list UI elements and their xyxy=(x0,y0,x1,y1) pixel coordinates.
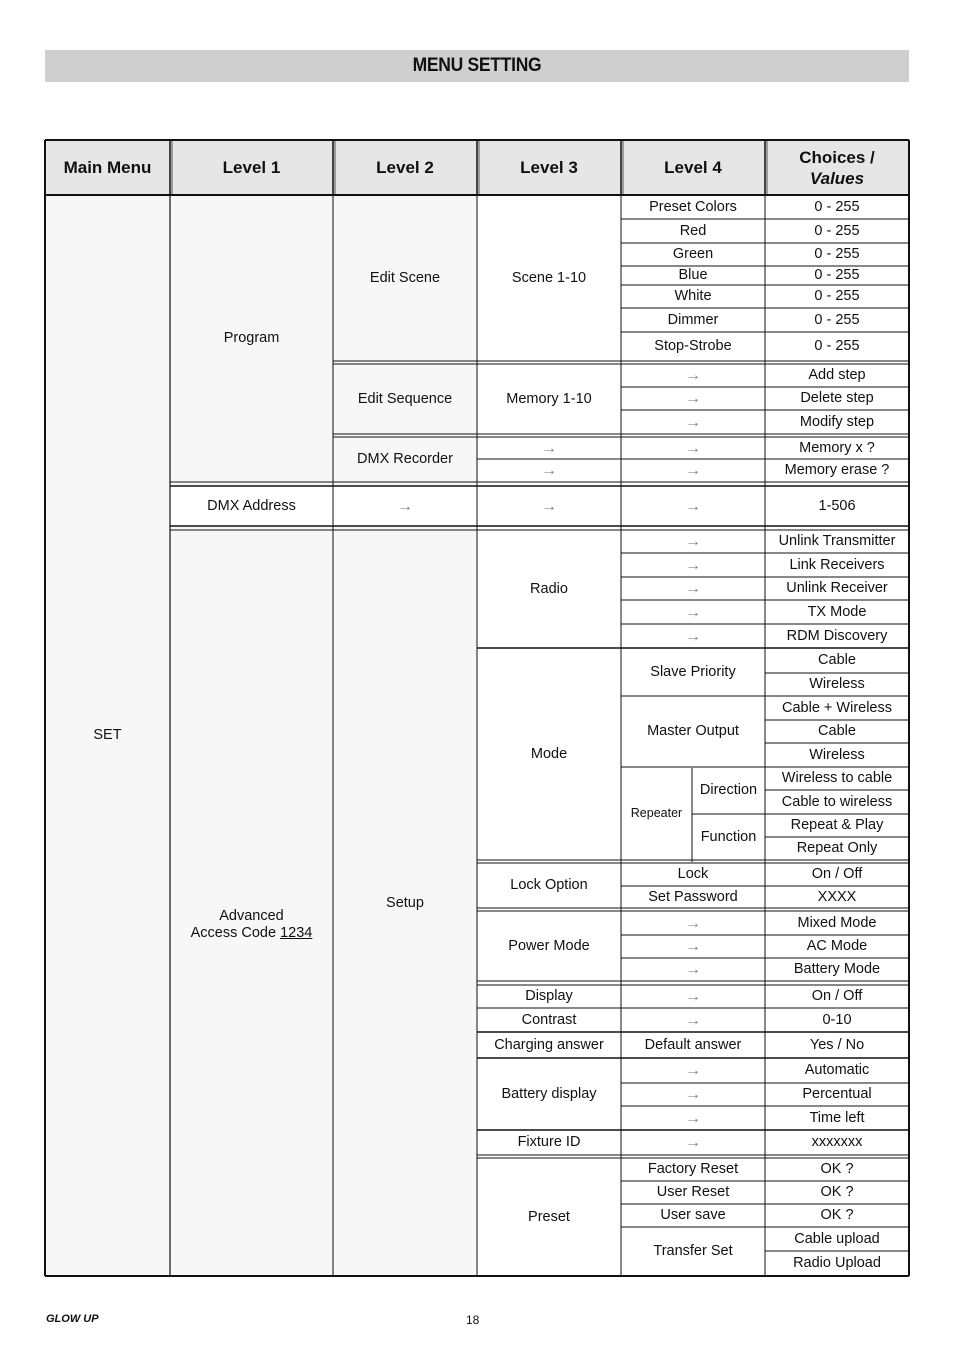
choice-range: 0 - 255 xyxy=(814,338,860,354)
arrow-icon: → xyxy=(541,497,557,515)
choice-ok: OK ? xyxy=(820,1207,854,1223)
choice-link-receivers: Link Receivers xyxy=(789,556,885,573)
choice-memory-erase: Memory erase ? xyxy=(784,462,890,478)
choice-ok: OK ? xyxy=(820,1184,854,1200)
level4-dimmer: Dimmer xyxy=(667,311,719,328)
header-values-label: Values xyxy=(809,168,865,188)
arrow-icon: → xyxy=(685,961,701,978)
choice-memory-x: Memory x ? xyxy=(799,439,875,456)
level4-direction: Direction xyxy=(699,782,758,798)
header-main-menu: Main Menu xyxy=(63,158,152,177)
choice-yes-no: Yes / No xyxy=(809,1036,865,1053)
arrow-icon: → xyxy=(685,556,701,574)
choice-password: XXXX xyxy=(817,888,857,905)
arrow-icon: → xyxy=(685,1109,701,1127)
arrow-icon: → xyxy=(685,914,701,932)
level2-setup: Setup xyxy=(386,894,424,911)
choice-repeat-play: Repeat & Play xyxy=(790,817,884,833)
choice-automatic: Automatic xyxy=(804,1062,870,1078)
main-menu-set: SET xyxy=(93,727,122,743)
arrow-icon: → xyxy=(685,439,701,457)
level4-slave-priority: Slave Priority xyxy=(650,663,736,680)
advanced-label: Advanced xyxy=(219,908,284,924)
level1-advanced xyxy=(170,530,333,1276)
choice-range: 0 - 255 xyxy=(814,288,860,304)
level4-set-password: Set Password xyxy=(648,888,738,905)
arrow-icon: → xyxy=(685,1062,701,1079)
choice-fixture-id-value: xxxxxxx xyxy=(811,1134,863,1150)
choice-wireless: Wireless xyxy=(809,746,865,763)
level4-repeater: Repeater xyxy=(630,806,683,820)
choice-ac-mode: AC Mode xyxy=(806,938,868,954)
page-number: 18 xyxy=(466,1313,480,1327)
choice-delete-step: Delete step xyxy=(800,390,874,406)
choice-wireless: Wireless xyxy=(809,676,865,692)
choice-cable-to-wireless: Cable to wireless xyxy=(781,793,893,810)
choice-on-off: On / Off xyxy=(811,866,863,882)
header-level-4: Level 4 xyxy=(664,158,722,177)
choice-range: 0 - 255 xyxy=(814,267,860,283)
level4-white: White xyxy=(674,288,712,304)
arrow-icon: → xyxy=(541,439,557,457)
level4-factory-reset: Factory Reset xyxy=(647,1161,739,1177)
choice-modify-step: Modify step xyxy=(799,413,875,430)
access-code-value: 1234 xyxy=(280,925,313,941)
arrow-icon: → xyxy=(685,390,701,407)
level3-memory: Memory 1-10 xyxy=(506,390,592,407)
level4-transfer-set: Transfer Set xyxy=(653,1243,733,1259)
level3-charging-answer: Charging answer xyxy=(494,1036,604,1053)
level3-power-mode: Power Mode xyxy=(508,937,590,954)
level4-blue: Blue xyxy=(678,267,708,283)
level3-fixture-id: Fixture ID xyxy=(517,1134,581,1150)
arrow-icon: → xyxy=(397,497,413,515)
choice-unlink-transmitter: Unlink Transmitter xyxy=(778,533,896,549)
header-level-3: Level 3 xyxy=(520,158,578,177)
choice-range: 0 - 255 xyxy=(814,311,860,328)
choice-unlink-receiver: Unlink Receiver xyxy=(786,580,888,596)
level4-default-answer: Default answer xyxy=(644,1036,742,1053)
arrow-icon: → xyxy=(685,413,701,431)
arrow-icon: → xyxy=(685,938,701,955)
level4-user-reset: User Reset xyxy=(656,1184,730,1200)
choice-cable: Cable xyxy=(818,723,856,739)
arrow-icon: → xyxy=(685,1086,701,1103)
arrow-icon: → xyxy=(685,1011,701,1029)
level1-dmx-address: DMX Address xyxy=(207,497,296,514)
choice-on-off: On / Off xyxy=(811,988,863,1004)
access-code-line xyxy=(191,925,313,942)
level4-preset-colors: Preset Colors xyxy=(649,198,737,215)
level3-display: Display xyxy=(525,988,573,1004)
level2-dmx-recorder: DMX Recorder xyxy=(357,451,453,467)
arrow-icon: → xyxy=(685,580,701,597)
level4-user-save: User save xyxy=(660,1207,726,1223)
choice-time-left: Time left xyxy=(809,1109,865,1126)
level4-function: Function xyxy=(700,828,757,845)
header-level-2: Level 2 xyxy=(376,158,434,177)
choice-range: 0 - 255 xyxy=(814,246,860,262)
level2-edit-scene: Edit Scene xyxy=(369,269,441,286)
choice-radio-upload: Radio Upload xyxy=(793,1255,881,1271)
choice-add-step: Add step xyxy=(808,367,866,383)
level3-scene: Scene 1-10 xyxy=(511,269,587,286)
choice-tx-mode: TX Mode xyxy=(807,603,867,620)
header-level-1: Level 1 xyxy=(222,158,281,177)
level1-program: Program xyxy=(223,330,280,346)
level4-red: Red xyxy=(679,222,707,239)
choice-rdm-discovery: RDM Discovery xyxy=(786,627,888,644)
choice-wireless-to-cable: Wireless to cable xyxy=(781,770,893,786)
choice-percentual: Percentual xyxy=(802,1086,872,1102)
choice-cable-wireless: Cable + Wireless xyxy=(782,699,892,716)
choice-cable: Cable xyxy=(818,652,856,668)
arrow-icon: → xyxy=(685,988,701,1005)
arrow-icon: → xyxy=(685,627,701,645)
header-choices-label: Choices / xyxy=(799,147,875,167)
arrow-icon: → xyxy=(685,533,701,550)
choice-address-range: 1-506 xyxy=(818,497,856,514)
choice-mixed-mode: Mixed Mode xyxy=(797,914,877,931)
level3-preset: Preset xyxy=(528,1208,570,1225)
level3-mode: Mode xyxy=(530,745,568,762)
level3-contrast: Contrast xyxy=(521,1011,577,1028)
level2-edit-sequence: Edit Sequence xyxy=(357,390,453,407)
choice-battery-mode: Battery Mode xyxy=(793,961,881,977)
arrow-icon: → xyxy=(685,497,701,515)
level4-stop-strobe: Stop-Strobe xyxy=(654,338,732,354)
header-choices xyxy=(765,140,909,195)
level3-radio: Radio xyxy=(530,580,568,597)
level4-green: Green xyxy=(672,246,714,262)
choice-range: 0 - 255 xyxy=(814,198,860,215)
arrow-icon: → xyxy=(685,1134,701,1151)
arrow-icon: → xyxy=(541,462,557,479)
page-title: MENU SETTING xyxy=(412,55,542,76)
choice-cable-upload: Cable upload xyxy=(794,1230,880,1247)
level3-battery-display: Battery display xyxy=(501,1085,597,1102)
choice-repeat-only: Repeat Only xyxy=(796,840,878,856)
level4-master-output: Master Output xyxy=(647,723,739,739)
choice-range: 0 - 255 xyxy=(814,222,860,239)
arrow-icon: → xyxy=(685,603,701,621)
choice-contrast-range: 0-10 xyxy=(822,1011,852,1028)
level3-lock-option: Lock Option xyxy=(510,877,588,893)
footer-brand: GLOW UP xyxy=(46,1313,99,1325)
choice-ok: OK ? xyxy=(820,1161,854,1177)
arrow-icon: → xyxy=(685,462,701,479)
arrow-icon: → xyxy=(685,367,701,384)
level4-lock: Lock xyxy=(677,866,709,882)
access-code-label: Access Code xyxy=(190,925,281,941)
